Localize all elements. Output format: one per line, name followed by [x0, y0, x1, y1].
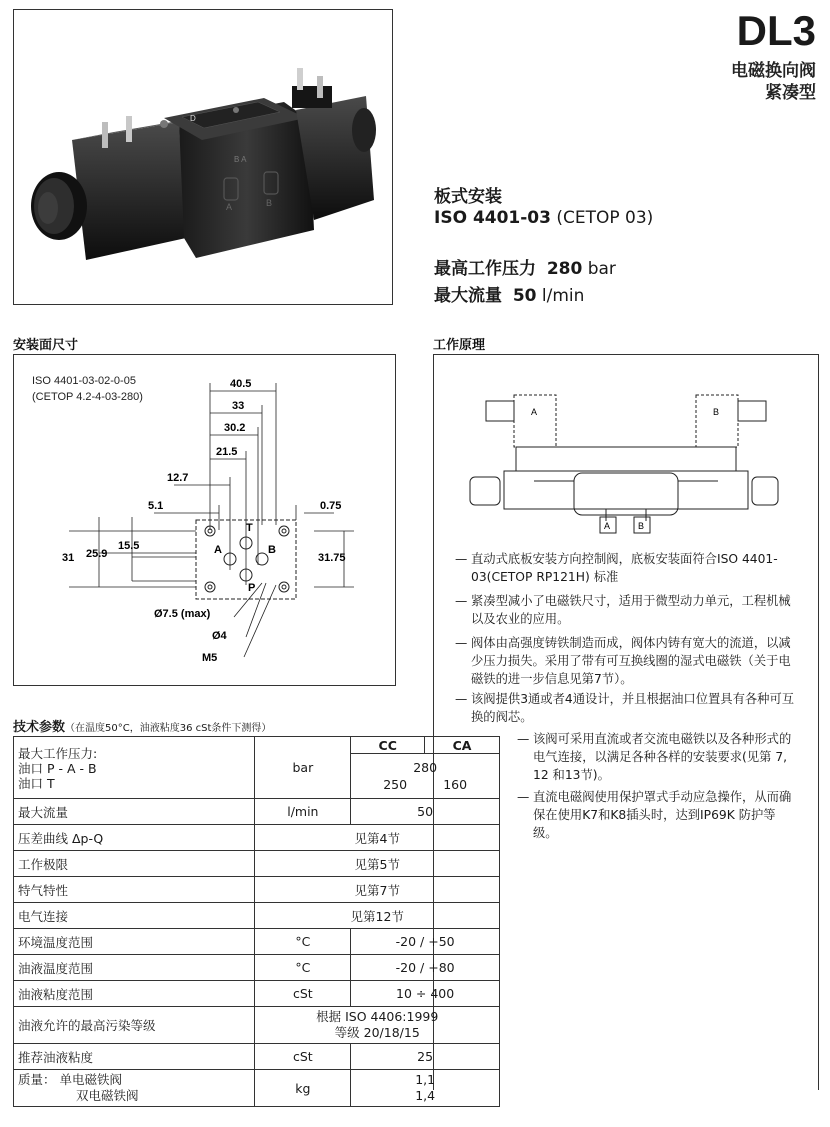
principle-bullet: — 该阀可采用直流或者交流电磁铁以及各种形式的电气连接，以满足各种各样的安装要求(见第 7, 12 和13节)。 — [517, 732, 792, 782]
row-label: 压差曲线 Δp-Q — [14, 825, 255, 851]
table-row — [14, 737, 500, 754]
principle-bullet: — 紧凑型减小了电磁铁尺寸，适用于微型动力单元，工程机械以及农业的应用。 — [455, 594, 791, 626]
principle-heading: 工作原理 — [433, 338, 486, 353]
contam-label: 油液允许的最高污染等级 — [14, 1007, 255, 1044]
table-row — [14, 981, 500, 1007]
row-label: 油液温度范围 — [14, 955, 255, 981]
pressure-t-ca: 160 — [443, 777, 468, 792]
row-value: 50 — [351, 799, 500, 825]
std-line-2: (CETOP 4.2-4-03-280) — [32, 391, 143, 403]
product-code: DL3 — [736, 7, 816, 54]
tech-heading: 技术参数（在温度50°C，油液粘度36 cSt条件下测得） — [13, 720, 272, 735]
row-label: 最大流量 — [14, 799, 255, 825]
pressure-t-cc: 250 — [383, 777, 408, 792]
row-label: 工作极限 — [14, 851, 255, 877]
dim-30-2: 30.2 — [224, 422, 246, 434]
row-value: 见第12节 — [255, 903, 500, 929]
dim-0-75: 0.75 — [320, 500, 342, 512]
row-value: 10 ÷ 400 — [351, 981, 500, 1007]
mounting-drawing — [14, 355, 395, 685]
callout-thread: M5 — [202, 652, 218, 664]
rec-viscosity-label: 推荐油液粘度 — [14, 1044, 255, 1070]
principle-bullet: — 直动式底板安装方向控制阀，底板安装面符合ISO 4401-03(CETOP RP121H) 标准 — [455, 552, 778, 584]
table-row — [14, 1044, 500, 1070]
mass-value-double: 1,4 — [415, 1088, 436, 1103]
row-label: 特气特性 — [14, 877, 255, 903]
port-b: B — [268, 544, 276, 556]
table-row — [14, 1070, 500, 1107]
row-value: 见第5节 — [255, 851, 500, 877]
product-photo — [13, 9, 393, 305]
section-drawing — [434, 381, 818, 541]
subtitle-line-2: 紧凑型 — [765, 83, 816, 103]
dim-12-7: 12.7 — [167, 472, 189, 484]
dim-33: 33 — [232, 400, 245, 412]
row-unit: cSt — [255, 981, 351, 1007]
product-subtitle — [731, 60, 816, 104]
solenoid-a-label: A — [531, 407, 538, 417]
principle-bullet: — 该阀提供3通或者4通设计，并且根据油口位置具有各种可互换的阀芯。 — [455, 692, 795, 724]
port-t: T — [246, 522, 253, 534]
mount-type: 板式安装 — [434, 187, 502, 207]
dim-21-5: 21.5 — [216, 446, 238, 458]
table-row — [14, 955, 500, 981]
port-p: P — [248, 582, 256, 594]
mounting-diagram — [13, 354, 396, 686]
callout-pin-diameter: Ø4 — [212, 630, 227, 642]
pressure-label: 最大工作压力: — [18, 746, 98, 761]
principle-bullet: — 阀体由高强度铸铁制造而成，阀体内铸有宽大的流道，以减少压力损失。采用了带有可互换线圈的湿式电磁铁（关于电磁铁的进一步信息见第7节）。 — [455, 636, 791, 686]
row-unit: l/min — [255, 799, 351, 825]
table-row — [14, 929, 500, 955]
pressure-port-pab: 油口 P - A - B — [18, 761, 97, 776]
table-row — [14, 1007, 500, 1044]
max-flow: 最大流量 50 l/min — [434, 286, 585, 306]
dim-25-9: 25.9 — [86, 548, 108, 560]
contam-line-2: 等级 20/18/15 — [334, 1025, 420, 1040]
solenoid-b-label: B — [713, 407, 720, 417]
mounting-heading: 安装面尺寸 — [13, 338, 79, 353]
iso-standard: ISO 4401-03 (CETOP 03) — [434, 208, 654, 228]
dim-5-1: 5.1 — [148, 500, 164, 512]
dim-31: 31 — [62, 552, 75, 564]
col-ca: CA — [425, 737, 500, 754]
dim-40-5: 40.5 — [230, 378, 252, 390]
subtitle-line-1: 电磁换向阀 — [731, 61, 816, 81]
table-row — [14, 851, 500, 877]
callout-port-diameter: Ø7.5 (max) — [154, 608, 211, 620]
row-value: 见第7节 — [255, 877, 500, 903]
body-mark-ba: B A — [234, 155, 247, 164]
row-label: 油液粘度范围 — [14, 981, 255, 1007]
std-line-1: ISO 4401-03-02-0-05 — [32, 375, 136, 387]
row-unit: °C — [255, 929, 351, 955]
max-pressure: 最高工作压力 280 bar — [434, 259, 616, 279]
mass-label-double: 双电磁铁阀 — [76, 1088, 139, 1103]
dim-31-75: 31.75 — [318, 552, 346, 564]
valve-illustration — [14, 10, 392, 304]
port-a: A — [214, 544, 222, 556]
pressure-pab-value: 280 — [413, 760, 438, 775]
row-value: -20 / +50 — [351, 929, 500, 955]
table-row — [14, 799, 500, 825]
row-unit: °C — [255, 955, 351, 981]
col-cc: CC — [351, 737, 425, 754]
table-row — [14, 877, 500, 903]
pressure-port-t: 油口 T — [18, 776, 55, 791]
row-label: 电气连接 — [14, 903, 255, 929]
rec-viscosity-unit: cSt — [255, 1044, 351, 1070]
rec-viscosity-value: 25 — [351, 1044, 500, 1070]
port-b-label: B — [638, 521, 645, 531]
port-a-label: A — [604, 521, 611, 531]
table-row — [14, 825, 500, 851]
row-label: 环境温度范围 — [14, 929, 255, 955]
contam-line-1: 根据 ISO 4406:1999 — [316, 1009, 439, 1024]
brand-mark: D — [190, 114, 196, 123]
row-value: -20 / +80 — [351, 955, 500, 981]
mass-label-single: 质量： 单电磁铁阀 — [18, 1072, 122, 1087]
body-mark-b: B — [266, 198, 273, 208]
dim-15-5: 15.5 — [118, 540, 140, 552]
principle-bullet: — 直流电磁阀使用保护罩式手动应急操作，从而确保在使用K7和K8插头时，达到IP69K 防护等级。 — [517, 790, 792, 840]
row-value: 见第4节 — [255, 825, 500, 851]
body-mark-a: A — [226, 202, 233, 212]
mass-unit: kg — [255, 1070, 351, 1107]
mass-value-single: 1,1 — [415, 1072, 436, 1087]
table-row — [14, 903, 500, 929]
tech-table — [13, 736, 500, 1107]
pressure-unit: bar — [255, 737, 351, 799]
